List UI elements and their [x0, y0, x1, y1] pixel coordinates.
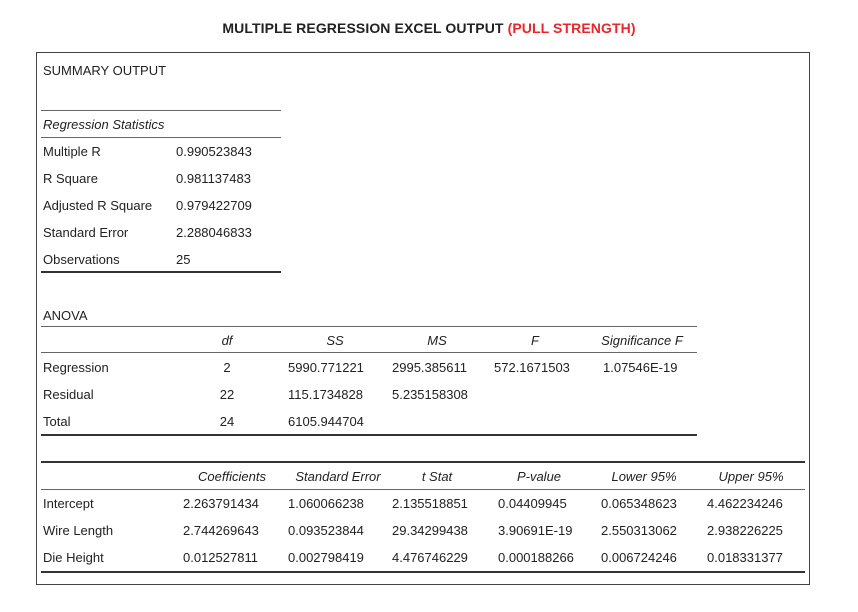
- title-highlight: (PULL STRENGTH): [507, 20, 636, 36]
- regstats-value: 0.981137483: [176, 171, 251, 186]
- regstats-top-rule: [41, 110, 281, 111]
- anova-header-rule: [41, 352, 697, 353]
- coef-top-rule: [41, 461, 805, 463]
- coef-header-tstat: t Stat: [421, 469, 453, 484]
- coef-pvalue: 0.000188266: [498, 550, 574, 565]
- anova-ms: 5.235158308: [392, 387, 468, 402]
- anova-sig: 1.07546E-19: [603, 360, 678, 375]
- coef-value: 2.744269643: [183, 523, 259, 538]
- regstats-label: Standard Error: [43, 225, 129, 240]
- regstats-value: 2.288046833: [176, 225, 252, 240]
- title-main: MULTIPLE REGRESSION EXCEL OUTPUT: [222, 20, 508, 36]
- coef-value: 2.263791434: [183, 496, 259, 511]
- anova-header-sig: Significance F: [601, 333, 683, 348]
- coef-pvalue: 0.04409945: [498, 496, 567, 511]
- coef-pvalue: 3.90691E-19: [498, 523, 573, 538]
- regstats-label: R Square: [43, 171, 98, 186]
- anova-df: 2: [223, 360, 231, 375]
- coef-header-stderr: Standard Error: [295, 469, 381, 484]
- coef-lower: 0.065348623: [601, 496, 677, 511]
- regstats-value: 25: [176, 252, 191, 267]
- anova-bottom-rule: [41, 434, 697, 436]
- coef-stderr: 0.093523844: [288, 523, 364, 538]
- anova-row-label: Total: [43, 414, 71, 429]
- regstats-bottom-rule: [41, 271, 281, 273]
- anova-ss: 115.1734828: [288, 387, 363, 402]
- anova-ss: 5990.771221: [288, 360, 364, 375]
- coef-header-lower: Lower 95%: [611, 469, 677, 484]
- anova-df: 24: [219, 414, 235, 429]
- coef-value: 0.012527811: [183, 550, 258, 565]
- coef-tstat: 4.476746229: [392, 550, 468, 565]
- coef-header-upper: Upper 95%: [718, 469, 784, 484]
- coef-upper: 4.462234246: [707, 496, 783, 511]
- anova-header-ms: MS: [427, 333, 447, 348]
- page-title: [0, 20, 858, 36]
- coef-stderr: 1.060066238: [288, 496, 364, 511]
- anova-df: 22: [219, 387, 235, 402]
- anova-top-rule: [41, 326, 697, 327]
- coef-lower: 0.006724246: [601, 550, 677, 565]
- anova-row-label: Residual: [43, 387, 94, 402]
- coef-header-rule: [41, 489, 805, 490]
- coef-tstat: 29.34299438: [392, 523, 468, 538]
- anova-header-f: F: [531, 333, 539, 348]
- anova-label: ANOVA: [43, 308, 88, 323]
- anova-header-df: df: [221, 333, 233, 348]
- coef-row-label: Wire Length: [43, 523, 114, 538]
- regstats-value: 0.990523843: [176, 144, 252, 159]
- coef-upper: 2.938226225: [707, 523, 783, 538]
- coef-header-pvalue: P-value: [516, 469, 562, 484]
- coef-row-label: Die Height: [43, 550, 104, 565]
- regstats-header-rule: [41, 137, 281, 138]
- anova-ss: 6105.944704: [288, 414, 364, 429]
- coef-tstat: 2.135518851: [392, 496, 468, 511]
- anova-f: 572.1671503: [494, 360, 570, 375]
- regstats-label: Multiple R: [43, 144, 101, 159]
- coef-stderr: 0.002798419: [288, 550, 364, 565]
- summary-label: SUMMARY OUTPUT: [43, 63, 167, 78]
- coef-lower: 2.550313062: [601, 523, 677, 538]
- anova-ms: 2995.385611: [392, 360, 467, 375]
- regstats-label: Observations: [43, 252, 120, 267]
- regstats-label: Adjusted R Square: [43, 198, 153, 213]
- regstats-header: Regression Statistics: [43, 117, 165, 132]
- anova-header-ss: SS: [326, 333, 344, 348]
- output-frame: [36, 52, 810, 585]
- coef-row-label: Intercept: [43, 496, 94, 511]
- regstats-value: 0.979422709: [176, 198, 252, 213]
- coef-upper: 0.018331377: [707, 550, 783, 565]
- coef-header-coefficients: Coefficients: [198, 469, 266, 484]
- anova-row-label: Regression: [43, 360, 109, 375]
- coef-bottom-rule: [41, 571, 805, 573]
